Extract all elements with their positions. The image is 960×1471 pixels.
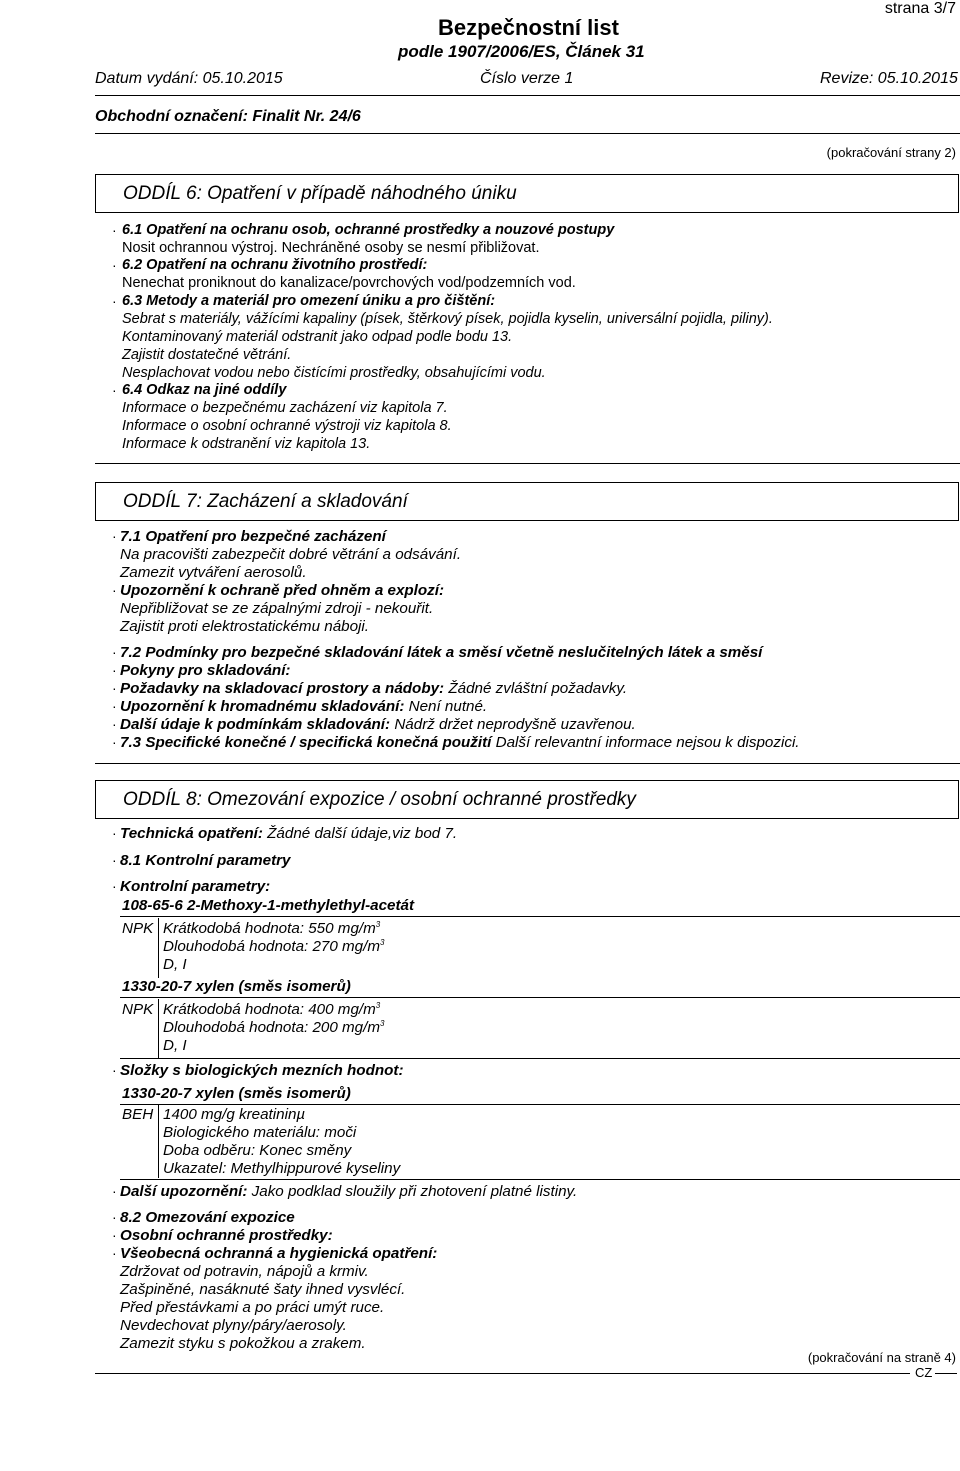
npk-separator (158, 918, 159, 978)
s7-1-line-b: Zamezit vytváření aerosolů. (120, 564, 307, 581)
bullet: · (112, 1227, 117, 1243)
substance-divider (120, 997, 960, 998)
page-number: strana 3/7 (884, 0, 956, 17)
s6-4-line-b: Informace o osobní ochranné výstroji viz kapitola 8. (122, 418, 452, 434)
beh-separator (158, 1104, 159, 1178)
s8-general-2: Zašpiněné, nasáknuté šaty ihned vysvlécí. (120, 1281, 406, 1298)
bullet: · (112, 582, 117, 598)
beh-indicator: Ukazatel: Methylhippurové kyseliny (163, 1160, 401, 1177)
continued-to: (pokračování na straně 4) (807, 1350, 956, 1365)
s8-ppe-heading: Osobní ochranné prostředky: (120, 1227, 333, 1244)
s8-1-heading: 8.1 Kontrolní parametry (120, 852, 291, 869)
bullet: · (112, 698, 117, 714)
s6-4-line-a: Informace o bezpečnému zacházení viz kapitola 7. (122, 400, 448, 416)
label: Další upozornění: (120, 1183, 248, 1200)
substance-divider (120, 1104, 960, 1105)
header-divider-2 (95, 133, 960, 134)
bullet: · (112, 662, 117, 678)
issue-date: Datum vydání: 05.10.2015 (95, 70, 283, 87)
npk1-notes: D, I (163, 956, 187, 973)
s7-2-heading: 7.2 Podmínky pro bezpečné skladování látek a směsí včetně neslučitelných látek a směsí (120, 644, 763, 661)
superscript: 3 (380, 1019, 385, 1028)
language-code: CZ (915, 1365, 933, 1380)
s6-1-heading: 6.1 Opatření na ochranu osob, ochranné prostředky a nouzové postupy (122, 222, 615, 238)
bullet: · (112, 293, 117, 309)
s6-3-line-b: Kontaminovaný materiál odstranit jako odpad podle bodu 13. (122, 329, 513, 345)
npk1-short (163, 920, 380, 937)
s7-bulk-storage (120, 698, 487, 715)
npk-label-2: NPK (122, 1001, 154, 1018)
s7-1-heading: 7.1 Opatření pro bezpečné zacházení (120, 528, 386, 545)
section-8-title: ODDÍL 8: Omezování expozice / osobní ochranné prostředky (123, 789, 636, 810)
s7-storage-heading: Pokyny pro skladování: (120, 662, 291, 679)
s8-general-5: Zamezit styku s pokožkou a zrakem. (120, 1335, 366, 1352)
value: Žádné další údaje,viz bod 7. (267, 825, 458, 842)
table-divider (120, 1179, 960, 1180)
npk2-long (163, 1019, 384, 1036)
substance-2: 1330-20-7 xylen (směs isomerů) (122, 978, 351, 995)
header-divider (95, 95, 960, 96)
section-divider (95, 763, 960, 764)
bullet: · (112, 825, 117, 841)
version-number: Číslo verze 1 (480, 70, 574, 87)
s7-3-specific-uses (120, 734, 800, 751)
bullet: · (112, 1245, 117, 1261)
s6-4-heading: 6.4 Odkaz na jiné oddíly (122, 382, 287, 398)
section-6-header (95, 174, 959, 213)
label: 7.3 Specifické konečné / specifická konečná použití (120, 734, 492, 751)
s7-storage-requirements (120, 680, 627, 697)
npk-label-1: NPK (122, 920, 154, 937)
bullet: · (112, 734, 117, 750)
npk2-short (163, 1001, 380, 1018)
footer-divider-left (95, 1373, 910, 1374)
s8-control-params: Kontrolní parametry: (120, 878, 271, 895)
beh-sampling-time: Doba odběru: Konec směny (163, 1142, 352, 1159)
bullet: · (112, 1183, 117, 1199)
npk2-notes: D, I (163, 1037, 187, 1054)
s8-general-3: Před přestávkami a po práci umýt ruce. (120, 1299, 385, 1316)
value: Není nutné. (408, 698, 488, 715)
document-title: Bezpečnostní list (438, 15, 619, 40)
s6-3-line-a: Sebrat s materiály, vážícími kapaliny (písek, štěrkový písek, pojidla kyselin, universální pojidla, piliny). (122, 311, 773, 327)
bullet: · (112, 644, 117, 660)
section-7-header (95, 482, 959, 521)
s8-technical-measures (120, 825, 457, 842)
section-divider (95, 463, 960, 464)
bullet: · (112, 852, 117, 868)
s6-2-heading: 6.2 Opatření na ochranu životního prostředí: (122, 257, 428, 273)
s8-2-heading: 8.2 Omezování expozice (120, 1209, 295, 1226)
value: Dlouhodobá hodnota: 200 mg/m (163, 1019, 381, 1037)
bullet: · (112, 680, 117, 696)
section-6-title: ODDÍL 6: Opatření v případě náhodného úniku (123, 183, 517, 204)
s7-1-line-c: Nepřibližovat se ze zápalnými zdroji - nekouřit. (120, 600, 434, 617)
label: Další údaje k podmínkám skladování: (120, 716, 391, 733)
s6-4-line-c: Informace k odstranění viz kapitola 13. (122, 436, 371, 452)
s6-3-heading: 6.3 Metody a materiál pro omezení úniku a pro čištění: (122, 293, 496, 309)
value: Krátkodobá hodnota: 550 mg/m (163, 920, 376, 938)
bullet: · (112, 1062, 117, 1078)
s7-1-line-d: Zajistit proti elektrostatickému náboji. (120, 618, 370, 635)
value: Krátkodobá hodnota: 400 mg/m (163, 1001, 376, 1019)
beh-value: 1400 mg/g kreatininµ (163, 1106, 306, 1123)
document-subtitle: podle 1907/2006/ES, Článek 31 (398, 42, 645, 61)
s8-general-measures-heading: Všeobecná ochranná a hygienická opatření: (120, 1245, 438, 1262)
s8-general-1: Zdržovat od potravin, nápojů a krmiv. (120, 1263, 369, 1280)
bullet: · (112, 878, 117, 894)
footer-divider-right (935, 1373, 957, 1374)
s6-2-line: Nenechat proniknout do kanalizace/povrchových vod/podzemních vod. (122, 275, 576, 291)
s6-3-line-d: Nesplachovat vodou nebo čistícími prostředky, obsahujícími vodu. (122, 365, 546, 381)
s7-1-line-a: Na pracovišti zabezpečit dobré větrání a odsávání. (120, 546, 462, 563)
s8-further-notes (120, 1183, 577, 1200)
s7-storage-conditions (120, 716, 636, 733)
value: Jako podklad sloužily při zhotovení platné listiny. (251, 1183, 578, 1200)
bullet: · (112, 716, 117, 732)
trade-name: Obchodní označení: Finalit Nr. 24/6 (95, 108, 361, 125)
label: Technická opatření: (120, 825, 263, 842)
superscript: 3 (380, 938, 385, 947)
label: Požadavky na skladovací prostory a nádoby: (120, 680, 445, 697)
npk1-long (163, 938, 384, 955)
value: Dlouhodobá hodnota: 270 mg/m (163, 938, 381, 956)
bullet: · (112, 528, 117, 544)
value: Nádrž držet neprodyšně uzavřenou. (394, 716, 636, 733)
continued-from: (pokračování strany 2) (826, 145, 956, 160)
superscript: 3 (375, 920, 381, 929)
s8-bio-limits-heading: Složky s biologických mezních hodnot: (120, 1062, 404, 1079)
bullet: · (112, 1209, 117, 1225)
npk-separator (158, 999, 159, 1059)
superscript: 3 (375, 1001, 381, 1010)
value: Žádné zvláštní požadavky. (448, 680, 628, 697)
substance-divider (120, 916, 960, 917)
substance-3: 1330-20-7 xylen (směs isomerů) (122, 1085, 351, 1102)
bullet: · (112, 382, 117, 398)
section-8-header (95, 780, 959, 819)
section-7-title: ODDÍL 7: Zacházení a skladování (123, 491, 408, 512)
value: Další relevantní informace nejsou k dispozici. (495, 734, 800, 751)
beh-material: Biologického materiálu: moči (163, 1124, 357, 1141)
bullet: · (112, 222, 117, 238)
label: Upozornění k hromadnému skladování: (120, 698, 405, 715)
beh-label: BEH (122, 1106, 154, 1123)
revision-date: Revize: 05.10.2015 (820, 70, 958, 87)
substance-1: 108-65-6 2-Methoxy-1-methylethyl-acetát (122, 897, 415, 914)
bullet: · (112, 257, 117, 273)
s7-fire-heading: Upozornění k ochraně před ohněm a explozí: (120, 582, 445, 599)
s6-3-line-c: Zajistit dostatečné větrání. (122, 347, 292, 363)
s8-general-4: Nevdechovat plyny/páry/aerosoly. (120, 1317, 347, 1334)
table-divider (120, 1058, 960, 1059)
s6-1-line: Nosit ochrannou výstroj. Nechráněné osoby se nesmí přibližovat. (122, 240, 540, 256)
